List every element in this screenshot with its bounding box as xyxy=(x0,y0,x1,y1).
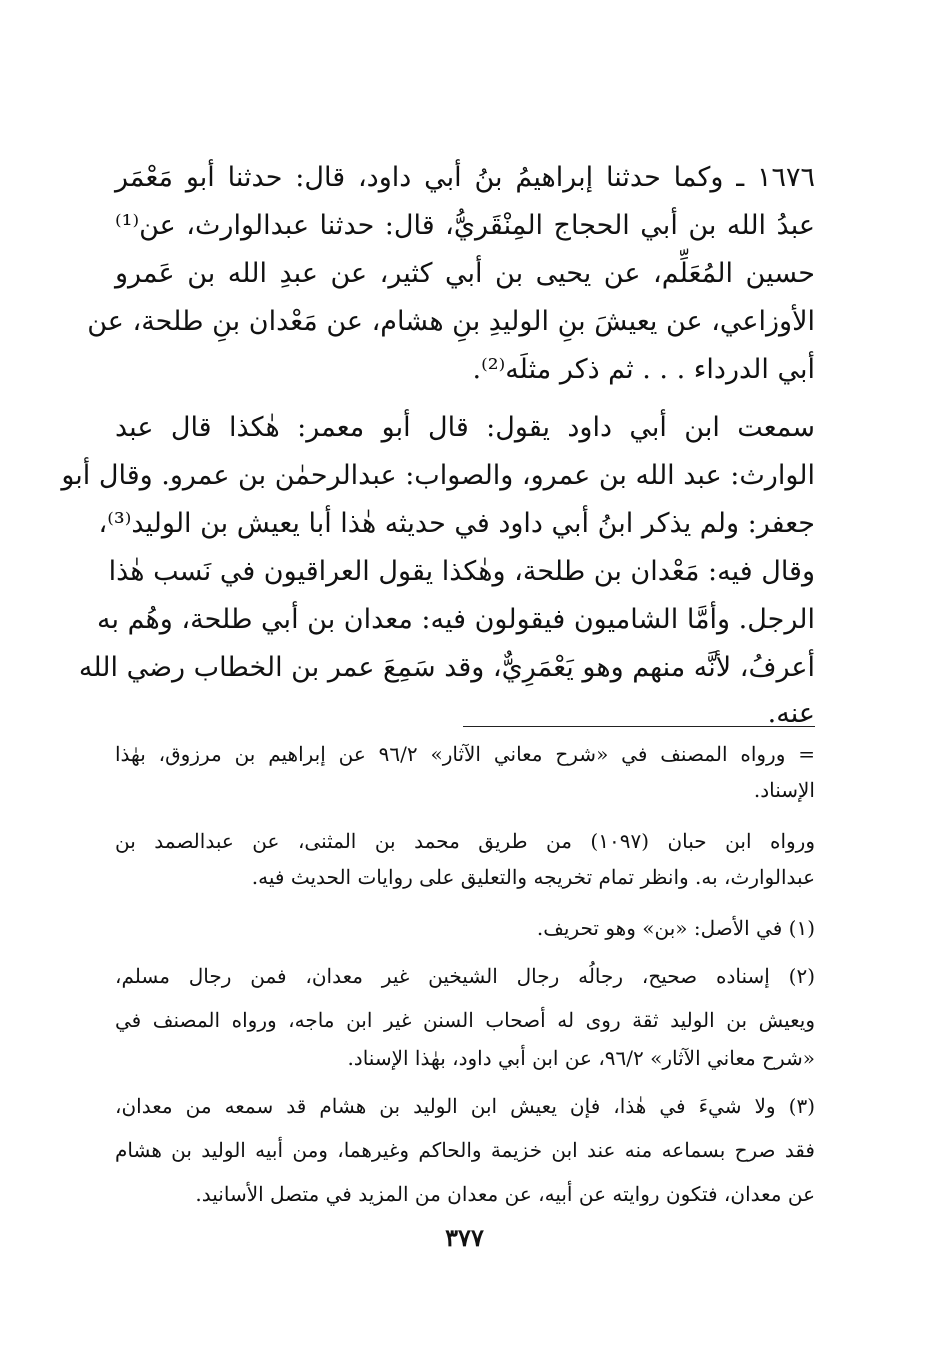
main-text-line: حسين المُعَلِّم، عن يحيى بن أبي كثير، عن عبدِ الله بن عَمرو xyxy=(115,258,815,289)
main-text-line: الوارث: عبد الله بن عمرو، والصواب: عبدالرحمٰن بن عمرو. وقال أبو xyxy=(61,460,815,491)
footnote-3-line: (٣) ولا شيءَ في هٰذا، فإن يعيش ابن الوليد بن هشام قد سمعه من معدان، xyxy=(115,1094,815,1118)
footnote-line: عبدالوارث، به. وانظر تمام تخريجه والتعليق على روايات الحديث فيه. xyxy=(251,865,815,889)
footnote-separator xyxy=(463,726,815,727)
main-text-line: أعرفُ، لأنَّه منهم وهو يَعْمَرِيٌّ، وقد سَمِعَ عمر بن الخطاب رضي الله xyxy=(78,652,815,683)
main-text-line: عنه. xyxy=(767,698,815,729)
main-text-line: وقال فيه: مَعْدان بن طلحة، وهٰكذا يقول العراقيون في نَسب هٰذا xyxy=(108,556,815,587)
footnote-line: ورواه ابن حبان (١٠٩٧) من طريق محمد بن المثنى، عن عبدالصمد بن xyxy=(115,829,815,853)
page-number: ٣٧٧ xyxy=(445,1223,484,1252)
footnote-line: الإسناد. xyxy=(753,778,815,802)
footnote-line: = ورواه المصنف في «شرح معاني الآثار» ٩٦/٢ عن إبراهيم بن مرزوق، بهٰذا xyxy=(115,742,815,766)
main-text-line: ١٦٧٦ ـ وكما حدثنا إبراهيمُ بنُ أبي داود، قال: حدثنا أبو مَعْمَر xyxy=(115,162,815,193)
footnote-2-line: ويعيش بن الوليد ثقة روى له أصحاب السنن غير ابن ماجه، ورواه المصنف في xyxy=(115,1008,815,1032)
main-text-line: جعفر: ولم يذكر ابنُ أبي داود في حديثه هٰذا أبا يعيش بن الوليد⁽³⁾، xyxy=(98,508,815,539)
main-text-line: عبدُ الله بن أبي الحجاج المِنْقَريُّ، قال: حدثنا عبدالوارث، عن⁽¹⁾ xyxy=(115,210,815,241)
footnote-2-line: «شرح معاني الآثار» ٩٦/٢، عن ابن أبي داود، بهٰذا الإسناد. xyxy=(347,1046,815,1070)
main-text-line: الأوزاعي، عن يعيشَ بنِ الوليدِ بنِ هشام، عن مَعْدان بنِ طلحة، عن xyxy=(87,306,815,337)
footnote-3-line: عن معدان، فتكون روايته عن أبيه، عن معدان من المزيد في متصل الأسانيد. xyxy=(195,1182,815,1206)
main-text-line: أبي الدرداء . . . ثم ذكر مثلَه⁽²⁾. xyxy=(472,354,815,385)
footnote-3-line: فقد صرح بسماعه منه عند ابن خزيمة والحاكم وغيرهما، ومن أبيه الوليد بن هشام xyxy=(115,1138,815,1162)
main-text-line: الرجل. وأمَّا الشاميون فيقولون فيه: معدان بن أبي طلحة، وهُم به xyxy=(97,604,815,635)
footnote-2-line: (٢) إسناده صحيح، رجالُه رجال الشيخين غير معدان، فمن رجال مسلم، xyxy=(115,964,815,988)
main-text-line: سمعت ابن أبي داود يقول: قال أبو معمر: هٰكذا قال عبد xyxy=(115,412,815,443)
footnote-1: (١) في الأصل: «بن» وهو تحريف. xyxy=(536,916,815,940)
